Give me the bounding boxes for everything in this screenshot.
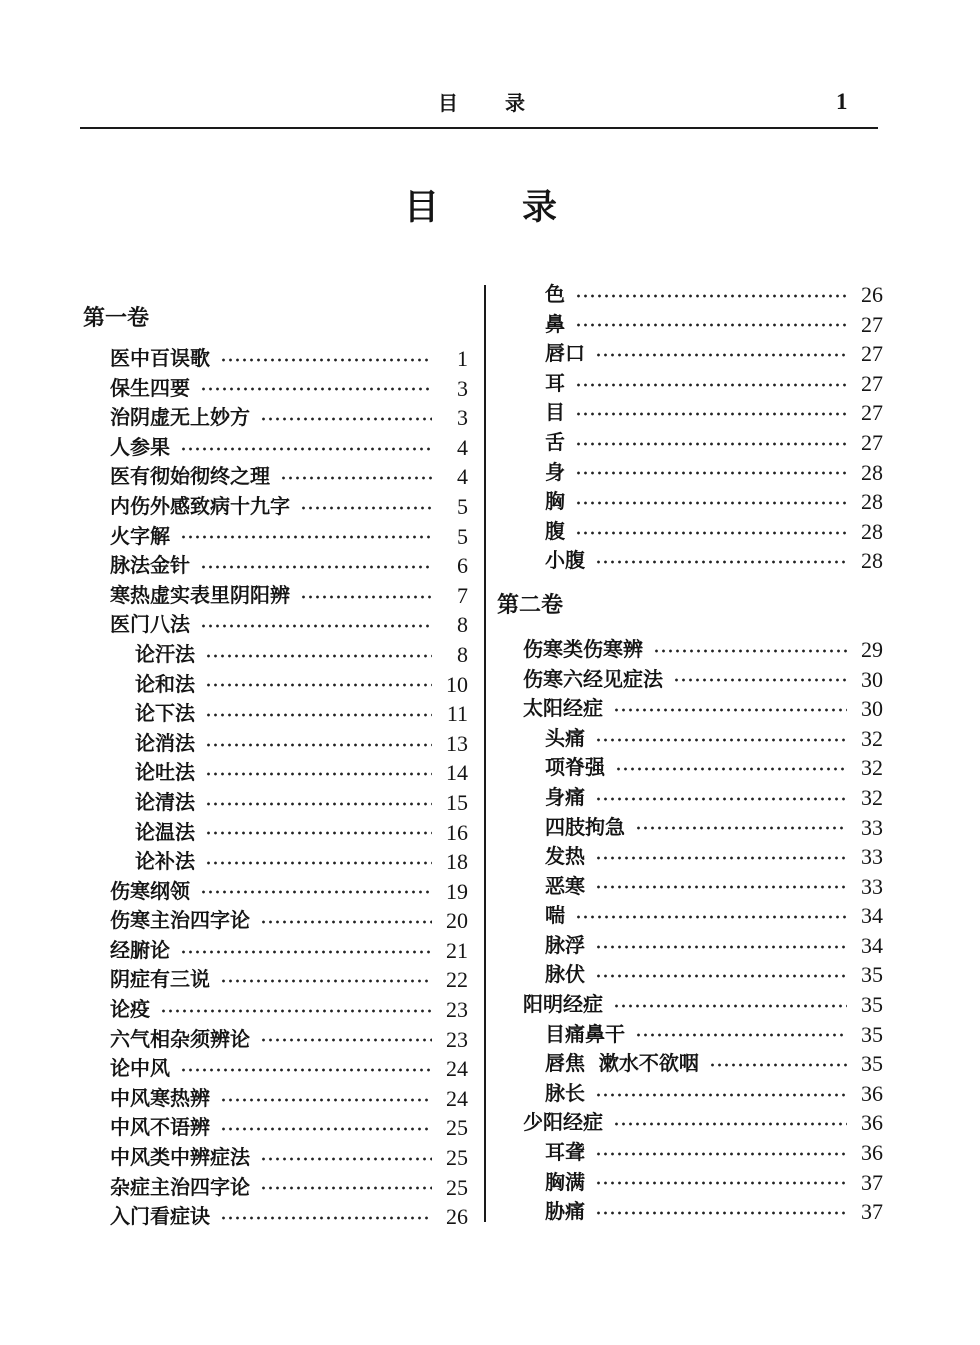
toc-entry-title: 寒热虚实表里阴阳辨 [110, 582, 290, 607]
toc-entry-page-number: 21 [446, 937, 468, 963]
dot-leader [220, 1126, 432, 1132]
dot-leader [160, 1008, 432, 1014]
toc-entry-page-number: 8 [457, 641, 468, 667]
toc-entry-page-number: 27 [861, 370, 883, 396]
toc-entry[interactable] [80, 1143, 468, 1173]
toc-entry[interactable] [80, 610, 468, 640]
toc-entry[interactable] [495, 428, 883, 458]
dot-leader [205, 712, 432, 718]
toc-entry[interactable] [80, 433, 468, 463]
toc-entry-title: 胸满 [545, 1169, 585, 1194]
dot-leader [635, 825, 847, 831]
dot-leader [300, 505, 432, 511]
running-header-title: 目录 [438, 91, 572, 115]
toc-entry-page-number: 37 [861, 1199, 883, 1225]
toc-entry[interactable] [80, 877, 468, 907]
toc-entry-page-number: 24 [446, 1056, 468, 1082]
toc-entry-page-number: 27 [861, 341, 883, 367]
toc-entry-page-number: 25 [446, 1174, 468, 1200]
toc-entry-title: 腹 [545, 518, 565, 543]
dot-leader [205, 771, 432, 777]
toc-entry-title: 伤寒六经见症法 [523, 666, 663, 691]
toc-entry-page-number: 33 [861, 844, 883, 870]
dot-leader [575, 441, 847, 447]
toc-entry-page-number: 3 [457, 375, 468, 401]
toc-entry[interactable] [495, 1020, 883, 1050]
toc-entry-title: 耳聋 [545, 1140, 585, 1165]
dot-leader [220, 1215, 432, 1221]
toc-entry[interactable] [80, 344, 468, 374]
page-title: 目录 [404, 187, 641, 228]
dot-leader [613, 707, 847, 713]
toc-entry-title: 发热 [545, 844, 585, 869]
toc-entry-title: 经腑论 [110, 937, 170, 962]
toc-entry-page-number: 19 [446, 878, 468, 904]
toc-entry-page-number: 4 [457, 434, 468, 460]
toc-entry-page-number: 8 [457, 612, 468, 638]
toc-entry-title: 鼻 [545, 311, 565, 336]
toc-entry-title: 人参果 [110, 434, 170, 459]
toc-entry[interactable] [495, 872, 883, 902]
toc-entry[interactable] [495, 635, 883, 665]
toc-entry-page-number: 37 [861, 1169, 883, 1195]
toc-entry-page-number: 10 [446, 671, 468, 697]
dot-leader [205, 682, 432, 688]
toc-entry-title: 保生四要 [110, 375, 190, 400]
dot-leader [575, 914, 847, 920]
toc-entry-page-number: 34 [861, 903, 883, 929]
toc-entry-page-number: 34 [861, 932, 883, 958]
toc-entry[interactable] [495, 665, 883, 695]
toc-entry-page-number: 25 [446, 1145, 468, 1171]
dot-leader [575, 382, 847, 388]
toc-entry[interactable] [495, 339, 883, 369]
toc-entry-title: 阴症有三说 [110, 967, 210, 992]
toc-entry[interactable] [80, 758, 468, 788]
toc-entry-page-number: 4 [457, 464, 468, 490]
dot-leader [615, 766, 847, 772]
toc-right-column [495, 280, 883, 1227]
toc-entry[interactable] [80, 1025, 468, 1055]
toc-entry[interactable] [495, 1168, 883, 1198]
toc-entry[interactable] [495, 931, 883, 961]
dot-leader [205, 801, 432, 807]
dot-leader [575, 322, 847, 328]
toc-entry[interactable] [80, 374, 468, 404]
toc-entry-title: 论疫 [110, 997, 150, 1022]
toc-entry-page-number: 16 [446, 819, 468, 845]
toc-entry-page-number: 27 [861, 311, 883, 337]
dot-leader [653, 648, 847, 654]
toc-entry-title: 伤寒主治四字论 [110, 908, 250, 933]
toc-entry[interactable] [80, 818, 468, 848]
toc-entry-title: 中风类中辨症法 [110, 1145, 250, 1170]
dot-leader [200, 623, 432, 629]
toc-entry-page-number: 35 [861, 1051, 883, 1077]
toc-entry-title: 内伤外感致病十九字 [110, 493, 290, 518]
toc-entry-title: 伤寒纲领 [110, 878, 190, 903]
toc-entry-page-number: 25 [446, 1115, 468, 1141]
toc-entry-title: 太阳经症 [523, 696, 603, 721]
toc-entry-title: 医门八法 [110, 612, 190, 637]
toc-left-column [80, 298, 468, 1232]
dot-leader [180, 534, 432, 540]
toc-entry-page-number: 30 [861, 666, 883, 692]
dot-leader [260, 416, 432, 422]
toc-entry[interactable] [495, 990, 883, 1020]
column-divider [484, 285, 486, 1222]
toc-entry-page-number: 7 [457, 582, 468, 608]
dot-leader [595, 973, 847, 979]
toc-entry[interactable] [80, 522, 468, 552]
toc-entry-page-number: 13 [446, 730, 468, 756]
toc-entry-title: 入门看症诀 [110, 1204, 210, 1229]
toc-entry-page-number: 27 [861, 429, 883, 455]
toc-entry-page-number: 22 [446, 967, 468, 993]
toc-entry[interactable] [80, 1113, 468, 1143]
dot-leader [575, 530, 847, 536]
toc-entry[interactable] [495, 517, 883, 547]
toc-entry-title: 喘 [545, 903, 565, 928]
toc-entry-title: 色 [545, 282, 565, 306]
toc-entry[interactable] [495, 753, 883, 783]
dot-leader [595, 559, 847, 565]
toc-entry[interactable] [495, 280, 883, 310]
toc-entry[interactable] [80, 640, 468, 670]
toc-entry-page-number: 6 [457, 553, 468, 579]
dot-leader [575, 470, 847, 476]
toc-entry[interactable] [80, 1054, 468, 1084]
toc-entry-title: 胁痛 [545, 1199, 585, 1224]
toc-entry-title: 胸 [545, 489, 565, 514]
toc-entry-title: 身痛 [545, 784, 585, 809]
dot-leader [280, 475, 432, 481]
dot-leader [205, 653, 432, 659]
toc-entry-page-number: 3 [457, 405, 468, 431]
toc-entry[interactable] [80, 403, 468, 433]
toc-entry-title: 脉法金针 [110, 553, 190, 578]
toc-entry-title: 六气相杂须辨论 [110, 1026, 250, 1051]
dot-leader [595, 1210, 847, 1216]
toc-entry-page-number: 35 [861, 1021, 883, 1047]
toc-entry[interactable] [495, 813, 883, 843]
toc-entry-title: 少阳经症 [523, 1110, 603, 1135]
toc-entry-title: 身 [545, 459, 565, 484]
dot-leader [635, 1032, 847, 1038]
toc-entry-page-number: 26 [861, 282, 883, 307]
toc-entry-title: 目 [545, 400, 565, 425]
dot-leader [595, 1092, 847, 1098]
toc-entry[interactable] [80, 551, 468, 581]
dot-leader [200, 564, 432, 570]
toc-entry-page-number: 1 [457, 346, 468, 371]
dot-leader [205, 742, 432, 748]
toc-entry-page-number: 28 [861, 518, 883, 544]
dot-leader [260, 1185, 432, 1191]
toc-entry-title: 目痛鼻干 [545, 1021, 625, 1046]
toc-entry[interactable] [80, 670, 468, 700]
toc-entry-page-number: 20 [446, 908, 468, 934]
toc-entry[interactable] [495, 398, 883, 428]
dot-leader [595, 884, 847, 890]
toc-entry[interactable] [495, 458, 883, 488]
toc-entry[interactable] [80, 965, 468, 995]
dot-leader [260, 919, 432, 925]
toc-entry-page-number: 23 [446, 1026, 468, 1052]
toc-entry-title: 脉浮 [545, 932, 585, 957]
dot-leader [595, 1180, 847, 1186]
dot-leader [575, 411, 847, 417]
toc-entry-title: 论汗法 [135, 641, 195, 666]
toc-entry-title: 耳 [545, 370, 565, 395]
toc-entry[interactable] [495, 901, 883, 931]
toc-entry[interactable] [80, 788, 468, 818]
toc-entry-title: 脉长 [545, 1080, 585, 1105]
toc-entry[interactable] [495, 487, 883, 517]
toc-entry-title: 论和法 [135, 671, 195, 696]
volume-heading: 第一卷 [83, 305, 150, 331]
dot-leader [220, 1097, 432, 1103]
dot-leader [595, 796, 847, 802]
toc-entry[interactable] [80, 581, 468, 611]
toc-entry-page-number: 29 [861, 636, 883, 662]
dot-leader [575, 293, 847, 299]
toc-entry-title: 医有彻始彻终之理 [110, 464, 270, 489]
toc-entry-page-number: 35 [861, 992, 883, 1018]
dot-leader [300, 594, 432, 600]
toc-entry[interactable] [80, 936, 468, 966]
toc-entry-title: 恶寒 [545, 873, 585, 898]
toc-entry-title: 舌 [545, 429, 565, 454]
dot-leader [200, 386, 432, 392]
toc-entry[interactable] [495, 1138, 883, 1168]
toc-entry[interactable] [80, 1173, 468, 1203]
toc-entry-page-number: 28 [861, 548, 883, 574]
toc-entry-page-number: 36 [861, 1080, 883, 1106]
toc-entry[interactable] [80, 1084, 468, 1114]
toc-entry-page-number: 23 [446, 997, 468, 1023]
toc-entry-title: 头痛 [545, 725, 585, 750]
toc-entry-title: 论下法 [135, 701, 195, 726]
toc-entry-page-number: 24 [446, 1085, 468, 1111]
toc-entry[interactable] [495, 1108, 883, 1138]
toc-entry-page-number: 30 [861, 696, 883, 722]
toc-entry-page-number: 5 [457, 523, 468, 549]
toc-entry-title: 中风寒热辨 [110, 1085, 210, 1110]
toc-entry[interactable] [495, 546, 883, 576]
toc-entry-title: 唇口 [545, 341, 585, 366]
toc-entry-page-number: 36 [861, 1140, 883, 1166]
toc-entry-page-number: 32 [861, 725, 883, 751]
toc-entry-title: 论消法 [135, 730, 195, 755]
toc-entry-page-number: 14 [446, 760, 468, 786]
dot-leader [260, 1156, 432, 1162]
toc-entry-title: 四肢拘急 [545, 814, 625, 839]
volume-heading: 第二卷 [497, 591, 564, 618]
dot-leader [200, 889, 432, 895]
toc-entry-title: 论温法 [135, 819, 195, 844]
toc-entry-title: 治阴虚无上妙方 [110, 405, 250, 430]
dot-leader [205, 830, 432, 836]
dot-leader [595, 737, 847, 743]
toc-entry-title: 论清法 [135, 789, 195, 814]
toc-entry[interactable] [495, 1079, 883, 1109]
toc-entry[interactable] [80, 995, 468, 1025]
dot-leader [205, 860, 432, 866]
toc-entry-page-number: 33 [861, 873, 883, 899]
toc-entry[interactable] [80, 699, 468, 729]
toc-entry-title: 医中百误歌 [110, 346, 210, 370]
toc-entry[interactable] [495, 369, 883, 399]
toc-entry-page-number: 26 [446, 1204, 468, 1230]
dot-leader [220, 978, 432, 984]
toc-entry[interactable] [80, 906, 468, 936]
dot-leader [260, 1037, 432, 1043]
toc-entry-title: 火字解 [110, 523, 170, 548]
toc-entry-title: 小腹 [545, 548, 585, 573]
toc-entry[interactable] [80, 462, 468, 492]
toc-entry[interactable] [495, 842, 883, 872]
dot-leader [595, 855, 847, 861]
toc-entry[interactable] [495, 1049, 883, 1079]
dot-leader [613, 1121, 847, 1127]
toc-entry-page-number: 32 [861, 755, 883, 781]
header-rule [80, 127, 878, 129]
toc-entry-page-number: 15 [446, 789, 468, 815]
dot-leader [595, 1151, 847, 1157]
toc-entry-title: 论补法 [135, 849, 195, 874]
toc-entry-title: 论中风 [110, 1056, 170, 1081]
dot-leader [673, 677, 847, 683]
dot-leader [180, 446, 432, 452]
dot-leader [575, 500, 847, 506]
toc-entry[interactable] [80, 1202, 468, 1232]
toc-entry-title: 阳明经症 [523, 992, 603, 1017]
dot-leader [220, 357, 432, 363]
dot-leader [709, 1062, 847, 1068]
toc-entry-title: 伤寒类伤寒辨 [523, 636, 643, 661]
toc-entry-title: 中风不语辨 [110, 1115, 210, 1140]
toc-entry[interactable] [80, 729, 468, 759]
running-header-page-number: 1 [836, 89, 848, 114]
toc-entry[interactable] [495, 724, 883, 754]
dot-leader [595, 352, 847, 358]
toc-entry-page-number: 28 [861, 459, 883, 485]
toc-entry[interactable] [80, 492, 468, 522]
toc-entry-title: 脉伏 [545, 962, 585, 987]
toc-entry-page-number: 33 [861, 814, 883, 840]
toc-entry-page-number: 28 [861, 489, 883, 515]
toc-entry-title: 项脊强 [545, 755, 605, 780]
toc-entry-page-number: 5 [457, 493, 468, 519]
toc-entry[interactable] [495, 783, 883, 813]
toc-entry-page-number: 35 [861, 962, 883, 988]
dot-leader [180, 1067, 432, 1073]
toc-entry-title: 论吐法 [135, 760, 195, 785]
toc-entry-page-number: 18 [446, 849, 468, 875]
toc-entry[interactable] [495, 310, 883, 340]
toc-entry[interactable] [495, 694, 883, 724]
toc-entry-title: 杂症主治四字论 [110, 1174, 250, 1199]
toc-entry-title: 唇焦 漱水不欲咽 [545, 1051, 699, 1076]
toc-entry-page-number: 36 [861, 1110, 883, 1136]
toc-entry[interactable] [495, 1197, 883, 1227]
toc-entry-page-number: 27 [861, 400, 883, 426]
toc-entry[interactable] [495, 960, 883, 990]
dot-leader [595, 944, 847, 950]
dot-leader [180, 949, 432, 955]
toc-entry-page-number: 32 [861, 784, 883, 810]
toc-entry-page-number: 11 [446, 701, 468, 727]
dot-leader [613, 1003, 847, 1009]
toc-entry[interactable] [80, 847, 468, 877]
